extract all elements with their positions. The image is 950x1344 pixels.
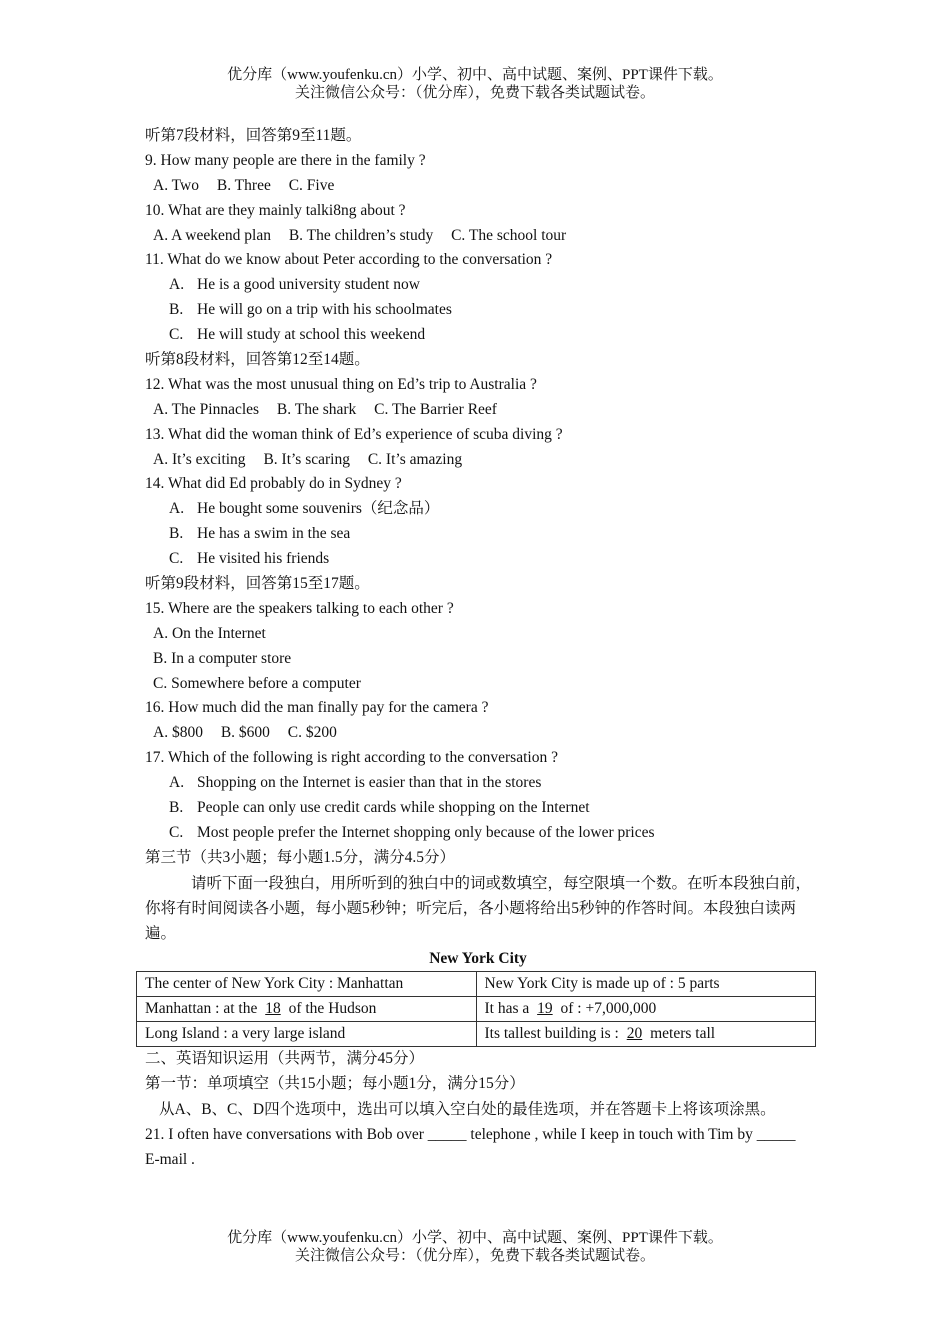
- header-line-1: 优分库（www.youfenku.cn）小学、初中、高中试题、案例、PPT课件下载。: [227, 67, 723, 83]
- q16-options: [145, 721, 811, 746]
- exam-content: [145, 124, 811, 1172]
- q14-option-b-text: He has a swim in the sea: [197, 525, 351, 543]
- header-line-2: 关注微信公众号：（优分库），免费下载各类试题试卷。: [294, 85, 655, 101]
- q10-options: [145, 224, 811, 249]
- q12-option-b[interactable]: B. The shark: [276, 400, 357, 418]
- page-header: [0, 66, 950, 102]
- q14-option-b-letter: B.: [169, 525, 184, 543]
- footer-line-1: 优分库（www.youfenku.cn）小学、初中、高中试题、案例、PPT课件下载。: [227, 1230, 723, 1246]
- q12-text: 12. What was the most unusual thing on Ed’s trip to Australia ?: [145, 375, 537, 393]
- page-footer: [0, 1229, 950, 1265]
- table-cell: [476, 1021, 816, 1046]
- q16-option-a[interactable]: A. $800: [153, 724, 203, 742]
- q11-text: 11. What do we know about Peter according to the conversation ?: [145, 251, 553, 269]
- part3-heading: 第三节（共3小题；每小题1.5分，满分4.5分）: [145, 848, 456, 866]
- q17-option-b-letter: B.: [169, 799, 184, 817]
- q10-text: 10. What are they mainly talki8ng about ?: [145, 201, 406, 219]
- cell-text: Its tallest building is :: [484, 1024, 619, 1042]
- part3-instructions: 请听下面一段独白，用所听到的独白中的词或数填空，每空限填一个数。在听本段独白前，你将有时间阅读各小题，每小题5秒钟；听完后，各小题将给出5秒钟的作答时间。本段独白读两遍。: [145, 874, 812, 942]
- q14-option-a[interactable]: [145, 497, 811, 522]
- q9-options: [145, 174, 811, 199]
- q16-option-b[interactable]: B. $600: [220, 724, 270, 742]
- cell-text: of the Hudson: [288, 999, 377, 1017]
- q15-option-a[interactable]: A. On the Internet: [153, 624, 266, 642]
- q11-option-c-letter: C.: [169, 326, 184, 344]
- q12-option-a[interactable]: A. The Pinnacles: [153, 400, 260, 418]
- q10-option-b[interactable]: B. The children’s study: [288, 226, 434, 244]
- q17-option-c-text: Most people prefer the Internet shopping only because of the lower prices: [197, 823, 655, 841]
- cell-text: Manhattan : at the: [145, 999, 258, 1017]
- q21-text: 21. I often have conversations with Bob over _____ telephone , while I keep in touch with Tim by _____ E-mail .: [145, 1125, 796, 1168]
- section2-heading: 二、英语知识运用（共两节，满分45分）: [145, 1049, 425, 1067]
- q16-text: 16. How much did the man finally pay for the camera ?: [145, 699, 489, 717]
- q15-option-b[interactable]: B. In a computer store: [153, 649, 292, 667]
- q17-text: 17. Which of the following is right according to the conversation ?: [145, 749, 558, 767]
- q11-option-b-letter: B.: [169, 301, 184, 319]
- q17-option-c-letter: C.: [169, 823, 184, 841]
- q9-option-c[interactable]: C. Five: [288, 176, 335, 194]
- section9-intro: 听第9段材料，回答第15至17题。: [145, 575, 370, 593]
- section7-intro: 听第7段材料，回答第9至11题。: [145, 127, 362, 144]
- blank-18[interactable]: 18: [265, 999, 281, 1017]
- q11-option-a[interactable]: [145, 273, 811, 298]
- table-row: [137, 1021, 816, 1046]
- q10-option-c[interactable]: C. The school tour: [451, 226, 567, 244]
- q13-option-c[interactable]: C. It’s amazing: [367, 450, 463, 468]
- table-row: [137, 971, 816, 996]
- q13-option-a[interactable]: A. It’s exciting: [153, 450, 246, 468]
- q14-option-c-letter: C.: [169, 550, 184, 568]
- cell-text: meters tall: [650, 1024, 716, 1042]
- q17-option-c[interactable]: [145, 821, 811, 846]
- q17-option-b-text: People can only use credit cards while shopping on the Internet: [197, 799, 590, 817]
- q10-option-a[interactable]: A. A weekend plan: [153, 226, 271, 244]
- q11-option-c[interactable]: [145, 323, 811, 348]
- q15-text: 15. Where are the speakers talking to each other ?: [145, 599, 454, 617]
- q14-option-c-text: He visited his friends: [197, 550, 330, 568]
- q14-text: 14. What did Ed probably do in Sydney ?: [145, 475, 402, 493]
- q12-options: [145, 398, 811, 423]
- q12-option-c[interactable]: C. The Barrier Reef: [374, 400, 497, 418]
- table-cell: [476, 996, 816, 1021]
- q17-option-a-letter: A.: [169, 774, 185, 792]
- q11-option-a-text: He is a good university student now: [197, 276, 421, 294]
- q17-option-a[interactable]: [145, 771, 811, 796]
- cell-text: It has a: [484, 999, 530, 1017]
- new-york-table: [136, 971, 816, 1047]
- q11-option-b-text: He will go on a trip with his schoolmates: [197, 301, 452, 319]
- q9-option-a[interactable]: A. Two: [153, 176, 199, 194]
- q14-option-a-text: He bought some souvenirs（纪念品）: [197, 500, 440, 518]
- section2-instructions: 从A、B、C、D四个选项中，选出可以填入空白处的最佳选项，并在答题卡上将该项涂黑。: [159, 1100, 776, 1118]
- q14-option-c[interactable]: [145, 547, 811, 572]
- q17-option-b[interactable]: [145, 796, 811, 821]
- section8-intro: 听第8段材料，回答第12至14题。: [145, 351, 370, 369]
- q16-option-c[interactable]: C. $200: [287, 724, 337, 742]
- q13-option-b[interactable]: B. It’s scaring: [263, 450, 350, 468]
- q11-option-c-text: He will study at school this weekend: [197, 326, 426, 344]
- table-title: New York City: [429, 949, 527, 967]
- q15-option-c[interactable]: C. Somewhere before a computer: [153, 674, 361, 692]
- table-row: [137, 996, 816, 1021]
- q14-option-b[interactable]: [145, 522, 811, 547]
- table-cell: [137, 996, 477, 1021]
- blank-20[interactable]: 20: [626, 1024, 643, 1042]
- table-cell: New York City is made up of : 5 parts: [476, 971, 816, 996]
- footer-line-2: 关注微信公众号：（优分库），免费下载各类试题试卷。: [294, 1248, 655, 1264]
- section2-sub1-heading: 第一节：单项填空（共15小题；每小题1分，满分15分）: [145, 1074, 525, 1092]
- cell-text: of : +7,000,000: [560, 999, 657, 1017]
- q17-option-a-text: Shopping on the Internet is easier than that in the stores: [197, 774, 542, 792]
- q14-option-a-letter: A.: [169, 500, 185, 518]
- q13-options: [145, 448, 811, 473]
- table-cell: Long Island : a very large island: [137, 1021, 477, 1046]
- q9-text: 9. How many people are there in the family ?: [145, 151, 426, 169]
- table-cell: The center of New York City : Manhattan: [137, 971, 477, 996]
- q11-option-b[interactable]: [145, 298, 811, 323]
- blank-19[interactable]: 19: [537, 999, 553, 1017]
- q13-text: 13. What did the woman think of Ed’s experience of scuba diving ?: [145, 425, 563, 443]
- q9-option-b[interactable]: B. Three: [216, 176, 271, 194]
- q11-option-a-letter: A.: [169, 276, 185, 294]
